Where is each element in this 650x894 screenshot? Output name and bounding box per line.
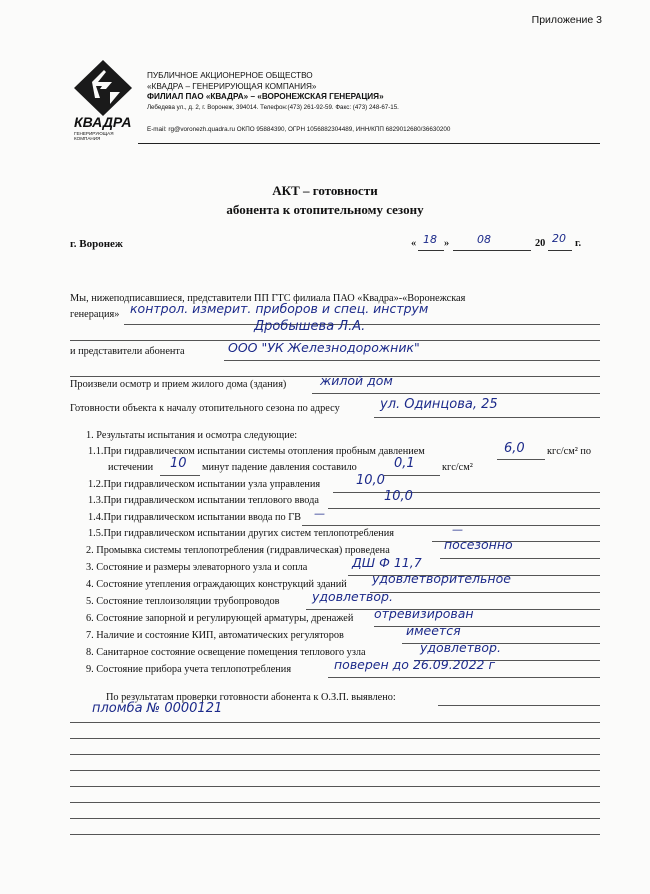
company-line-1: ПУБЛИЧНОЕ АКЦИОНЕРНОЕ ОБЩЕСТВО xyxy=(147,71,313,80)
date-day: 18 xyxy=(423,233,437,246)
item-6-value: отревизирован xyxy=(374,606,474,621)
item-7-value: имеется xyxy=(406,623,461,638)
result-1-1-unit2: кгс/см² xyxy=(442,462,473,473)
item-9-label: 9. Состояние прибора учета теплопотребления xyxy=(86,664,292,675)
item-4-value: удовлетворительное xyxy=(372,571,511,586)
company-header xyxy=(147,71,399,112)
item-5-label: 5. Состояние теплоизоляции трубопроводов xyxy=(86,596,280,607)
doc-subtitle: абонента к отопительному сезону xyxy=(226,202,424,217)
city: г. Воронеж xyxy=(70,238,123,250)
ready-address: ул. Одинцова, 25 xyxy=(380,397,498,412)
company-address: Лебедева ул., д. 2, г. Воронеж, 394014. Телефон:(473) 261-92-59. Факс: (473) 248-67-15. xyxy=(147,103,399,111)
result-1-1-after: истечении xyxy=(108,462,154,473)
representative-name: Дробышева Л.А. xyxy=(254,319,366,334)
conclusion-label: По результатам проверки готовности абонента к О.З.П. выявлено: xyxy=(106,692,396,703)
logo-text: КВАДРА xyxy=(74,114,132,130)
conclusion-value: пломба № 0000121 xyxy=(92,701,223,716)
result-1-1-minutes: 10 xyxy=(170,456,187,471)
item-7-label: 7. Наличие и состояние КИП, автоматических регуляторов xyxy=(86,630,344,641)
result-1-1-text: 1.1.При гидравлическом испытании системы отопления пробным давлением xyxy=(88,446,425,457)
item-2-label: 2. Промывка системы теплопотребления (гидравлическая) проведена xyxy=(86,545,390,556)
logo-subtext: ГЕНЕРИРУЮЩАЯ КОМПАНИЯ xyxy=(74,131,114,141)
result-1-1-drop: 0,1 xyxy=(394,456,415,471)
result-1-5-value: — xyxy=(452,523,463,536)
company-line-2: «КВАДРА – ГЕНЕРИРУЮЩАЯ КОМПАНИЯ» xyxy=(147,81,317,91)
item-9-value: поверен до 26.09.2022 г xyxy=(334,657,496,672)
doc-title: АКТ – готовности xyxy=(272,183,378,198)
result-1-4-text: 1.4.При гидравлическом испытании ввода по ГВ xyxy=(88,512,302,523)
ready-label: Готовности объекта к началу отопительного сезона по адресу xyxy=(70,403,340,414)
inspect-label: Произвели осмотр и прием жилого дома (здания) xyxy=(70,379,287,390)
result-1-4-value: — xyxy=(314,507,325,520)
results-header: 1. Результаты испытания и осмотра следующие: xyxy=(86,430,298,441)
abonent-name: ООО "УК Железнодорожник" xyxy=(228,340,420,355)
result-1-3-text: 1.3.При гидравлическом испытании теплового ввода xyxy=(88,495,319,506)
date-line: « 18 » 08 20 20 г. xyxy=(411,232,582,249)
date-year: 20 xyxy=(552,232,566,245)
result-1-1-pressure: 6,0 xyxy=(504,441,525,456)
item-4-label: 4. Состояние утепления ограждающих конструкций зданий xyxy=(86,579,347,590)
result-1-3-value: 10,0 xyxy=(384,489,413,504)
result-1-1-drop-label: минут падение давления составило xyxy=(202,462,357,473)
date-month: 08 xyxy=(477,233,491,246)
intro-line-1: Мы, нижеподписавшиеся, представители ПП ГТС филиала ПАО «Квадра»-«Воронежская xyxy=(70,293,466,304)
result-1-1-unit: кгс/см² по xyxy=(547,446,592,457)
company-line-3: ФИЛИАЛ ПАО «КВАДРА» – «ВОРОНЕЖСКАЯ ГЕНЕРАЦИЯ» xyxy=(147,92,384,101)
intro-line-2: генерация» xyxy=(70,309,120,320)
kvadra-logo xyxy=(70,58,136,144)
appendix-label: Приложение 3 xyxy=(531,14,602,26)
result-1-2-value: 10,0 xyxy=(356,473,385,488)
result-1-2-text: 1.2.При гидравлическом испытании узла управления xyxy=(88,479,321,490)
item-8-value: удовлетвор. xyxy=(420,640,501,655)
representative-position: контрол. измерит. приборов и спец. инструм xyxy=(130,301,429,316)
item-6-label: 6. Состояние запорной и регулирующей арматуры, дренажей xyxy=(86,613,354,624)
item-3-label: 3. Состояние и размеры элеваторного узла и сопла xyxy=(86,562,308,573)
abonent-label: и представители абонента xyxy=(70,346,185,357)
inspect-object: жилой дом xyxy=(320,373,393,388)
item-2-value: посезонно xyxy=(444,537,513,552)
header-divider xyxy=(138,143,600,144)
result-1-5-text: 1.5.При гидравлическом испытании других систем теплопотребления xyxy=(88,528,394,539)
item-5-value: удовлетвор. xyxy=(312,589,393,604)
item-3-value: ДШ Ф 11,7 xyxy=(352,555,422,570)
item-8-label: 8. Санитарное состояние освещение помещения теплового узла xyxy=(86,647,366,658)
company-contacts: E-mail: rg@voronezh.quadra.ru ОКПО 95884390, ОГРН 1056882304489, ИНН/КПП 6829012680/36630200 xyxy=(147,126,451,133)
